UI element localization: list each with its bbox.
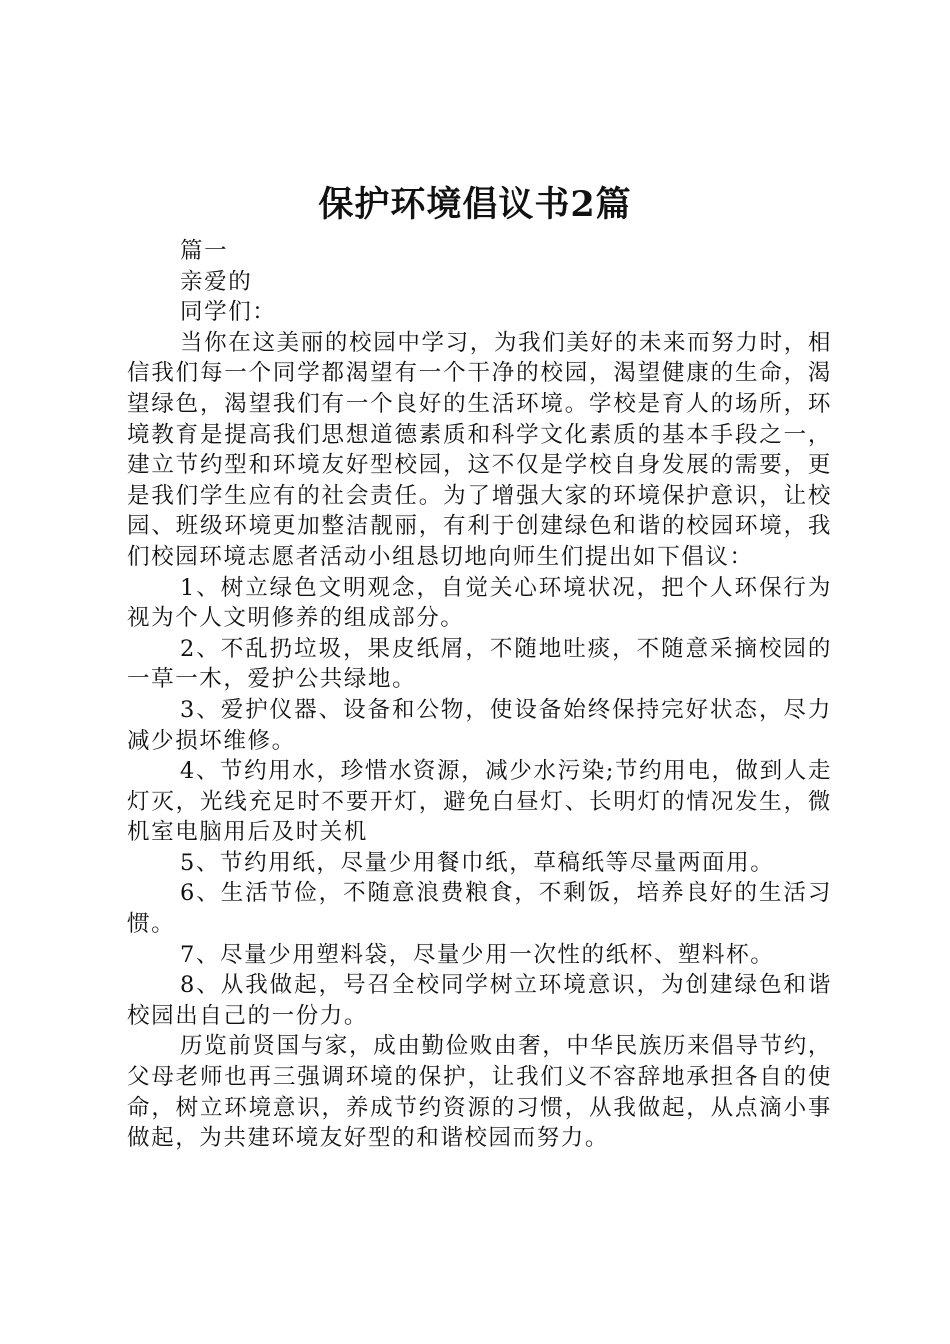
proposal-item-5: 5、节约用纸，尽量少用餐巾纸，草稿纸等尽量两面用。 (180, 849, 775, 876)
intro-paragraph: 当你在这美丽的校园中学习，为我们美好的未来而努力时，相信我们每一个同学都渴望有一个干净的校园，渴望健康的生命，渴望绿色，渴望我们有一个良好的生活环境。学校是育人的场所，环境教育是提高我们思想道德素质和科学文化素质的基本手段之一，建立节约型和环境友好型校园，这不仅是学校自身发展的需要，更是我们学生应有的社会责任。为了增强大家的环境保护意识，让校园、班级环境更加整洁靓丽，有利于创建绿色和谐的校园环境，我们校园环境志愿者活动小组恳切地向师生们提出如下倡议： (127, 329, 832, 570)
proposal-item-3: 3、爱护仪器、设备和公物，使设备始终保持完好状态，尽力减少损坏维修。 (127, 696, 832, 754)
proposal-item-7: 7、尽量少用塑料袋，尽量少用一次性的纸杯、塑料杯。 (180, 941, 775, 968)
document-body (127, 236, 832, 1154)
proposal-item-8: 8、从我做起，号召全校同学树立环境意识，为创建绿色和谐校园出自己的一份力。 (127, 972, 832, 1029)
salutation-line-2: 同学们： (180, 299, 277, 326)
proposal-item-2: 2、不乱扔垃圾，果皮纸屑，不随地吐痰，不随意采摘校园的一草一木，爱护公共绿地。 (127, 635, 832, 693)
closing-paragraph: 历览前贤国与家，成由勤俭败由奢，中华民族历来倡导节约，父母老师也再三强调环境的保护，让我们义不容辞地承担各自的使命，树立环境意识，养成节约资源的习惯，从我做起，从点滴小事做起，为共建环境友好型的和谐校园而努力。 (127, 1033, 832, 1152)
document-title: 保护环境倡议书2篇 (318, 184, 632, 225)
salutation-line-1: 亲爱的 (180, 268, 253, 295)
section-label: 篇一 (180, 238, 229, 264)
proposal-item-4: 4、节约用水，珍惜水资源，减少水污染;节约用电，做到人走灯灭，光线充足时不要开灯，避免白昼灯、长明灯的情况发生，微机室电脑用后及时关机 (127, 758, 832, 846)
proposal-item-6: 6、生活节俭，不随意浪费粮食，不剩饭，培养良好的生活习惯。 (127, 880, 832, 938)
proposal-item-1: 1、树立绿色文明观念，自觉关心环境状况，把个人环保行为视为个人文明修养的组成部分。 (127, 574, 832, 632)
